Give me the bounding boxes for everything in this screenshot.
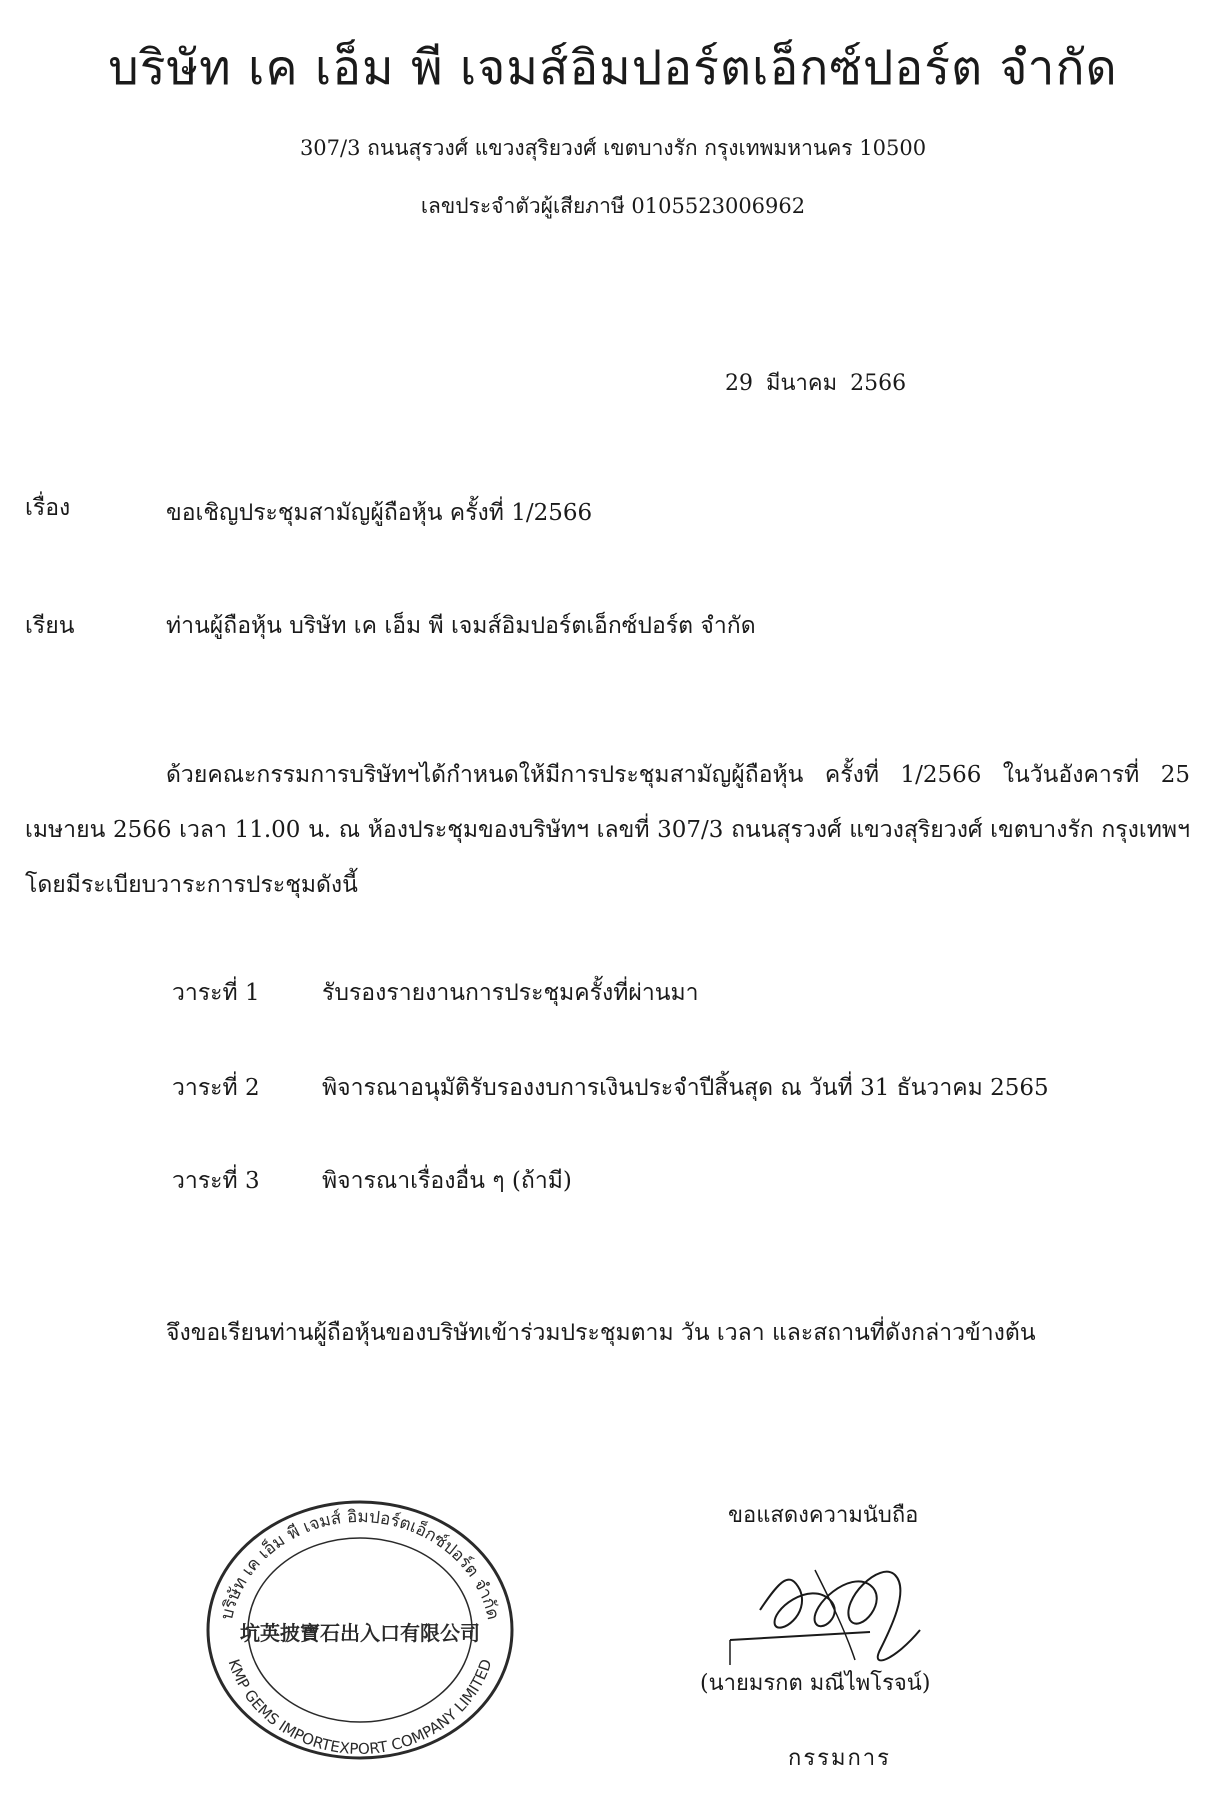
subject-label: เรื่อง: [25, 495, 71, 521]
recipient-label: เรียน: [25, 613, 75, 639]
letter-date: 29 มีนาคม 2566: [725, 371, 907, 396]
signer-name: (นายมรกต มณีไพโรจน์): [700, 1671, 931, 1696]
signer-title: กรรมการ: [788, 1746, 891, 1771]
seal-bottom-text: KMP GEMS IMPORTEXPORT COMPANY LIMITED: [224, 1656, 496, 1759]
body-paragraph: ด้วยคณะกรรมการบริษัทฯได้กำหนดให้มีการประชุมสามัญผู้ถือหุ้น ครั้งที่ 1/2566 ในวันอังคารที่ 25 เมษายน 2566 เวลา 11.00 น. ณ ห้องประชุมของบริษัทฯ เลขที่ 307/3 ถนนสุรวงศ์ แขวงสุริยวงศ์ เขตบางรัก กรุงเทพฯ โดยมีระเบียบวาระการประชุมดังนี้: [25, 762, 1190, 898]
recipient-value: ท่านผู้ถือหุ้น บริษัท เค เอ็ม พี เจมส์อิมปอร์ตเอ็กซ์ปอร์ต จำกัด: [166, 613, 756, 639]
seal-top-text: บริษัท เค เอ็ม พี เจมส์ อิมปอร์ตเอ็กซ์ปอร์ต จำกัด: [217, 1506, 503, 1622]
agenda-item-1-text: รับรองรายงานการประชุมครั้งที่ผ่านมา: [322, 980, 699, 1006]
subject-value: ขอเชิญประชุมสามัญผู้ถือหุ้น ครั้งที่ 1/2566: [166, 500, 593, 526]
company-tax-id: เลขประจำตัวผู้เสียภาษี 0105523006962: [420, 194, 806, 218]
company-address: 307/3 ถนนสุรวงศ์ แขวงสุริยวงศ์ เขตบางรัก กรุงเทพมหานคร 10500: [299, 136, 927, 160]
closing-regards: ขอแสดงความนับถือ: [728, 1503, 919, 1528]
agenda-item-2-text: พิจารณาอนุมัติรับรองงบการเงินประจำปีสิ้นสุด ณ วันที่ 31 ธันวาคม 2565: [322, 1075, 1049, 1101]
handwritten-signature: [720, 1540, 970, 1680]
agenda-item-3-text: พิจารณาเรื่องอื่น ๆ (ถ้ามี): [322, 1168, 572, 1194]
company-name: บริษัท เค เอ็ม พี เจมส์อิมปอร์ตเอ็กซ์ปอร์ต จำกัด: [108, 40, 1118, 96]
seal-center-text: 坑英披寶石出入口有限公司: [240, 1621, 480, 1645]
agenda-item-2-number: วาระที่ 2: [172, 1075, 260, 1101]
agenda-item-1-number: วาระที่ 1: [172, 980, 260, 1006]
company-seal-stamp: [200, 1490, 520, 1760]
closing-paragraph: จึงขอเรียนท่านผู้ถือหุ้นของบริษัทเข้าร่วมประชุมตาม วัน เวลา และสถานที่ดังกล่าวข้างต้น: [166, 1320, 1036, 1346]
agenda-item-3-number: วาระที่ 3: [172, 1168, 260, 1194]
